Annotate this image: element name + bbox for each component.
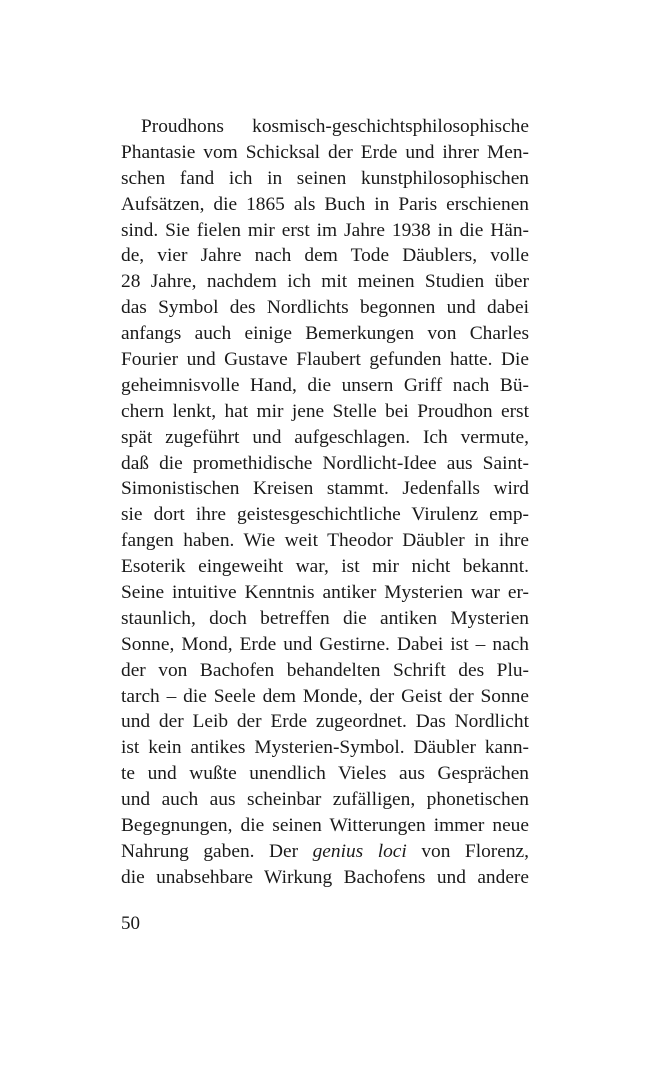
text-line — [121, 735, 529, 761]
text-run: te und wußte unendlich Vieles aus Gesprächen — [121, 763, 529, 785]
text-run: Aufsätzen, die 1865 als Buch in Paris erschienen — [121, 193, 529, 215]
text-run: anfangs auch einige Bemerkungen von Charles — [121, 323, 529, 345]
text-line — [121, 632, 529, 658]
italic-phrase: genius loci — [312, 840, 407, 862]
text-line — [121, 218, 529, 244]
body-text — [121, 114, 529, 891]
text-run: die unabsehbare Wirkung Bachofens und andere — [121, 866, 529, 888]
text-line — [121, 839, 529, 865]
text-line — [121, 373, 529, 399]
text-run: Seine intuitive Kenntnis antiker Mysterien war er- — [121, 582, 529, 604]
text-line — [121, 425, 529, 451]
text-run: de, vier Jahre nach dem Tode Däublers, volle — [121, 245, 529, 267]
text-line — [121, 502, 529, 528]
text-run: Phantasie vom Schicksal der Erde und ihrer Men- — [121, 141, 529, 163]
text-run: Proudhons kosmisch-geschichtsphilosophische — [141, 116, 529, 137]
text-line — [121, 554, 529, 580]
text-run: spät zugeführt und aufgeschlagen. Ich vermute, — [121, 426, 529, 448]
text-line — [121, 166, 529, 192]
text-line — [121, 865, 529, 891]
text-line — [121, 658, 529, 684]
text-run: Sonne, Mond, Erde und Gestirne. Dabei ist – nach — [121, 633, 529, 655]
text-run: Fourier und Gustave Flaubert gefunden hatte. Die — [121, 349, 529, 371]
text-line — [121, 451, 529, 477]
text-run: der von Bachofen behandelten Schrift des Plu- — [121, 659, 529, 681]
text-line — [121, 761, 529, 787]
text-run: sie dort ihre geistesgeschichtliche Virulenz emp- — [121, 504, 529, 526]
text-run: staunlich, doch betreffen die antiken Mysterien — [121, 607, 529, 629]
text-run: das Symbol des Nordlichts begonnen und dabei — [121, 297, 529, 319]
text-line — [121, 269, 529, 295]
text-run: 28 Jahre, nachdem ich mit meinen Studien über — [121, 271, 529, 293]
text-line — [121, 813, 529, 839]
text-run: tarch – die Seele dem Monde, der Geist der Sonne — [121, 685, 529, 707]
text-run: Simonistischen Kreisen stammt. Jedenfalls wird — [121, 478, 529, 500]
text-line — [121, 399, 529, 425]
text-run: fangen haben. Wie weit Theodor Däubler in ihre — [121, 530, 529, 552]
page-number: 50 — [121, 913, 140, 934]
text-run: ist kein antikes Mysterien-Symbol. Däubler kann- — [121, 737, 529, 759]
text-line — [121, 476, 529, 502]
text-run: und auch aus scheinbar zufälligen, phonetischen — [121, 789, 529, 811]
text-line — [121, 787, 529, 813]
text-line — [121, 321, 529, 347]
text-line — [121, 140, 529, 166]
text-line — [121, 606, 529, 632]
text-run: geheimnisvolle Hand, die unsern Griff nach Bü- — [121, 374, 529, 396]
text-line — [121, 580, 529, 606]
text-run: daß die promethidische Nordlicht-Idee aus Saint- — [121, 452, 529, 474]
text-run: Esoterik eingeweiht war, ist mir nicht bekannt. — [121, 556, 529, 578]
text-run: sind. Sie fielen mir erst im Jahre 1938 in die Hän- — [121, 219, 529, 241]
text-line — [121, 709, 529, 735]
text-run: Begegnungen, die seinen Witterungen immer neue — [121, 815, 529, 837]
text-run: Nahrung gaben. Der — [121, 840, 313, 862]
text-line — [121, 684, 529, 710]
text-run: chern lenkt, hat mir jene Stelle bei Proudhon erst — [121, 400, 529, 422]
text-run: und der Leib der Erde zugeordnet. Das Nordlicht — [121, 711, 529, 733]
text-run: schen fand ich in seinen kunstphilosophischen — [121, 167, 529, 189]
text-line — [121, 295, 529, 321]
text-line — [121, 347, 529, 373]
text-line — [121, 528, 529, 554]
text-line — [121, 192, 529, 218]
text-line — [121, 114, 529, 140]
text-run: von Florenz, — [406, 840, 529, 862]
text-line — [121, 243, 529, 269]
